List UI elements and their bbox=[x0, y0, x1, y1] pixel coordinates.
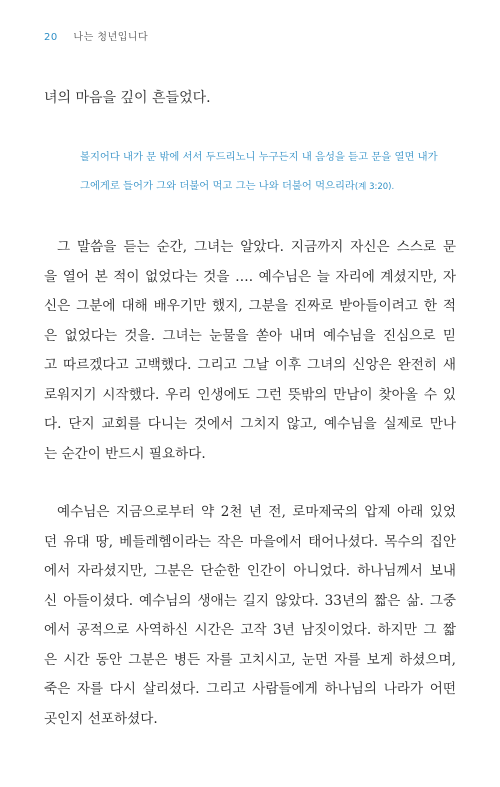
paragraph-line: 곳인지 선포하셨다. bbox=[44, 710, 158, 727]
body-paragraph-1 bbox=[44, 233, 456, 469]
body-paragraph-2 bbox=[44, 498, 456, 734]
paragraph-line: 던 유대 땅, 베들레헴이라는 작은 마을에서 태어나셨다. 목수의 집안 bbox=[44, 533, 456, 550]
paragraph-line: 을 열어 본 적이 없었다는 것을 …. 예수님은 늘 자리에 계셨지만, 자 bbox=[44, 268, 456, 285]
paragraph-line: 다. 단지 교회를 다니는 것에서 그치지 않고, 예수님을 실제로 만나 bbox=[44, 416, 456, 432]
running-head bbox=[44, 28, 148, 43]
page-number: 20 bbox=[44, 32, 58, 43]
paragraph-line: 신은 그분에 대해 배우기만 했지, 그분을 진짜로 받아들이려고 한 적 bbox=[44, 298, 456, 314]
chapter-title: 나는 청년입니다 bbox=[73, 32, 149, 43]
paragraph-line: 신 아들이셨다. 예수님의 생애는 길지 않았다. 33년의 짧은 삶. 그중 bbox=[44, 592, 456, 609]
paragraph-line: 그 말씀을 듣는 순간, 그녀는 알았다. 지금까지 자신은 스스로 문 bbox=[57, 239, 456, 255]
paragraph-line: 는 순간이 반드시 필요하다. bbox=[44, 445, 206, 462]
quote-line bbox=[80, 172, 460, 202]
paragraph-line: 예수님은 지금으로부터 약 2천 년 전, 로마제국의 압제 아래 있었 bbox=[57, 504, 456, 520]
paragraph-line: 로워지기 시작했다. 우리 인생에도 그런 뜻밖의 만남이 찾아올 수 있 bbox=[44, 386, 456, 403]
paragraph-line: 은 시간 동안 그분은 병든 자를 고치시고, 눈먼 자를 보게 하셨으며, bbox=[44, 651, 456, 668]
paragraph-line: 에서 공적으로 사역하신 시간은 고작 3년 남짓이었다. 하지만 그 짧 bbox=[44, 622, 456, 638]
paragraph-line: 에서 자라셨지만, 그분은 단순한 인간이 아니었다. 하나님께서 보내 bbox=[44, 563, 456, 579]
quote-line: 볼지어다 내가 문 밖에 서서 두드리노니 누구든지 내 음성을 듣고 문을 열면 내가 bbox=[80, 151, 438, 163]
quote-reference: (계 3:20). bbox=[354, 182, 395, 192]
quote-text: 그에게로 들어가 그와 더불어 먹고 그는 나와 더불어 먹으리라 bbox=[80, 180, 355, 192]
paragraph-line: 고 따르겠다고 고백했다. 그리고 그날 이후 그녀의 신앙은 완전히 새 bbox=[44, 357, 456, 373]
paragraph-line: 죽은 자를 다시 살리셨다. 그리고 사람들에게 하나님의 나라가 어떤 bbox=[44, 681, 456, 697]
paragraph-line: 은 없었다는 것을. 그녀는 눈물을 쏟아 내며 예수님을 진심으로 믿 bbox=[44, 327, 456, 344]
continued-sentence: 녀의 마음을 깊이 흔들었다. bbox=[44, 90, 211, 106]
scripture-quote bbox=[80, 143, 460, 202]
